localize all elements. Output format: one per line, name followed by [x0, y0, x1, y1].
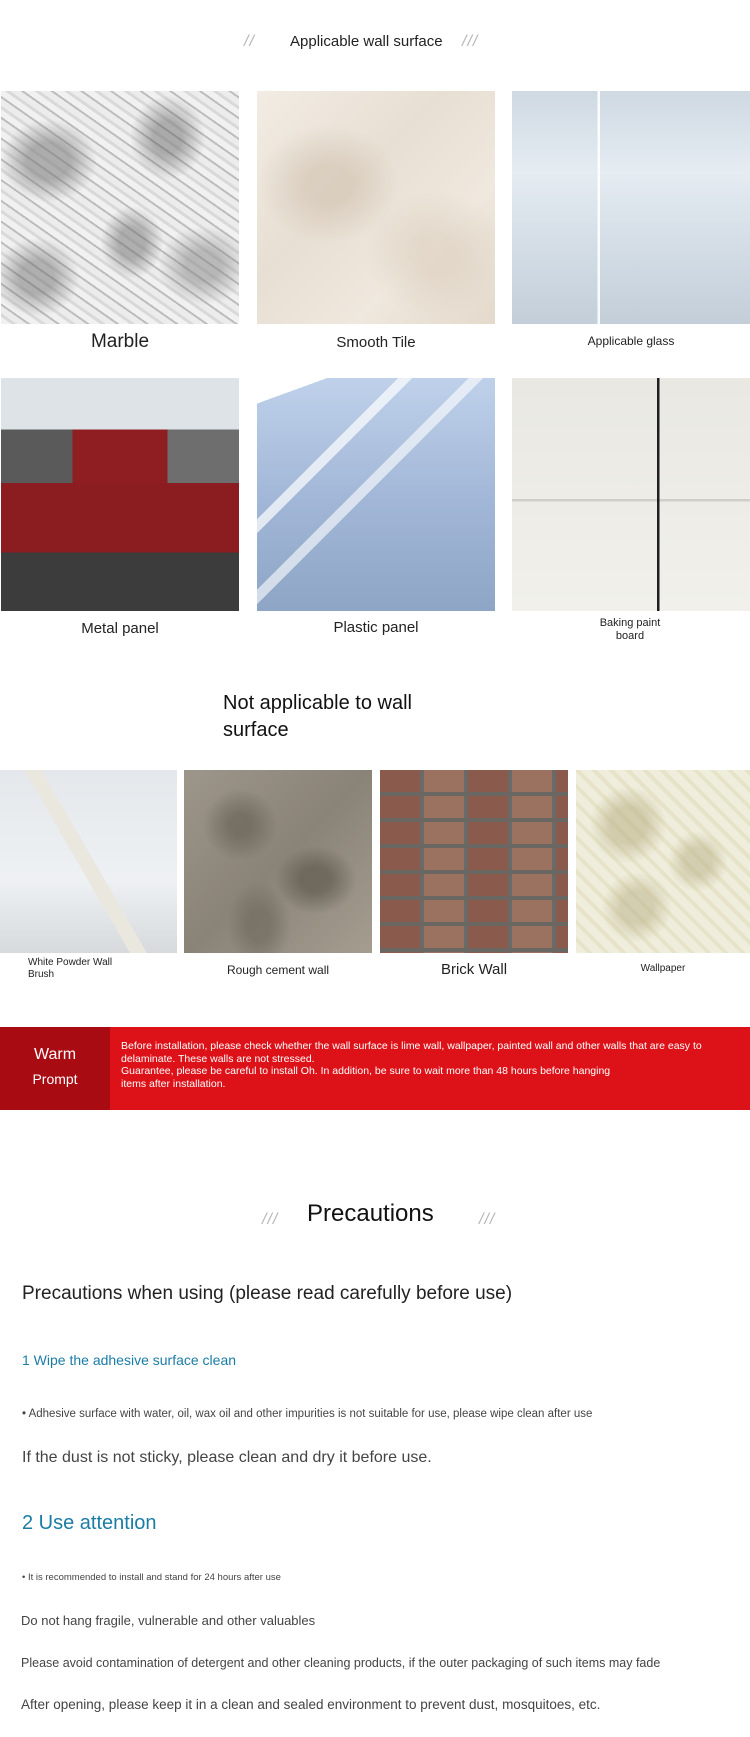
precautions-slash-right: /// [479, 1211, 496, 1228]
warm-prompt-text-line1: Before installation, please check whether the wall surface is lime wall, wallpaper, painted wall and other walls that are easy to delaminate. These walls are not stressed. [121, 1040, 702, 1065]
precaution-line-3: After opening, please keep it in a clean and sealed environment to prevent dust, mosquitoes, etc. [21, 1697, 601, 1712]
precautions-slash-left: /// [262, 1211, 279, 1228]
slash-decoration-right: /// [462, 33, 479, 50]
metal-panel-image [1, 378, 239, 611]
marble-image [1, 91, 239, 324]
white-powder-wall-image [0, 770, 177, 953]
step2-heading: 2 Use attention [22, 1512, 157, 1534]
brick-wall-label: Brick Wall [440, 961, 508, 978]
precaution-line-1: Do not hang fragile, vulnerable and other valuables [21, 1613, 316, 1628]
precautions-subtitle: Precautions when using (please read carefully before use) [22, 1283, 513, 1304]
step1-bullet: • Adhesive surface with water, oil, wax oil and other impurities is not suitable for use, please wipe clean after use [22, 1408, 593, 1420]
slash-decoration-left: // [244, 33, 255, 50]
brick-wall-image [380, 770, 568, 953]
step1-heading: 1 Wipe the adhesive surface clean [22, 1352, 237, 1368]
glass-image [512, 91, 750, 324]
smooth-tile-label: Smooth Tile [336, 334, 416, 351]
metal-panel-label: Metal panel [81, 620, 159, 637]
warm-prompt-label [0, 1027, 110, 1110]
warm-label-line1: Warm [33, 1046, 77, 1063]
precaution-line-2: Please avoid contamination of detergent and other cleaning products, if the outer packaging of such items may fade [21, 1656, 661, 1670]
wallpaper-label: Wallpaper [640, 963, 686, 974]
not-applicable-title: Not applicable to wall surface [223, 692, 412, 741]
wallpaper-image [576, 770, 750, 953]
warm-label-line2: Prompt [32, 1071, 78, 1087]
warm-prompt-text-line2: Guarantee, please be careful to install Oh. In addition, be sure to wait more than 48 hours before hanging items after installation. [121, 1065, 611, 1090]
baking-paint-board-image [512, 378, 750, 611]
step1-note: If the dust is not sticky, please clean and dry it before use. [22, 1449, 432, 1466]
warm-prompt-banner [0, 1027, 750, 1110]
warm-prompt-text [121, 1040, 741, 1090]
plastic-panel-label: Plastic panel [333, 619, 419, 636]
marble-label: Marble [90, 331, 150, 352]
white-powder-wall-label: White Powder Wall Brush [28, 957, 113, 980]
rough-cement-wall-label: Rough cement wall [226, 963, 330, 977]
plastic-panel-image [257, 378, 495, 611]
baking-paint-board-label: Baking paint board [599, 617, 661, 642]
applicable-title: Applicable wall surface [290, 33, 443, 50]
glass-label: Applicable glass [587, 334, 675, 348]
precautions-title: Precautions [307, 1200, 434, 1227]
smooth-tile-image [257, 91, 495, 324]
step2-bullet: • It is recommended to install and stand for 24 hours after use [22, 1572, 281, 1583]
rough-cement-wall-image [184, 770, 372, 953]
